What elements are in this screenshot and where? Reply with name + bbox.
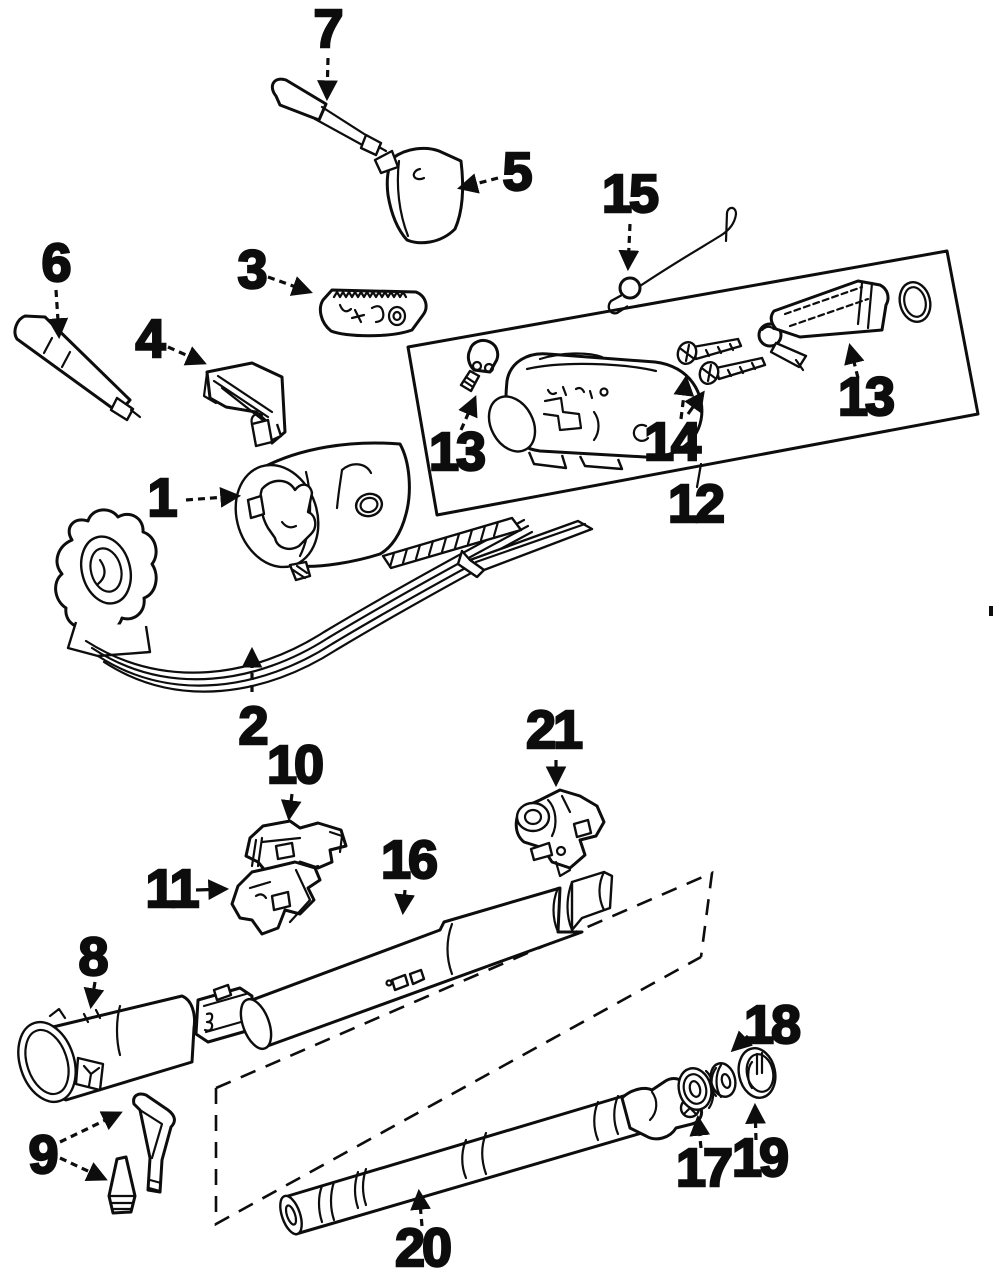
- callout-20: [395, 1192, 450, 1278]
- callout-13-right: [838, 346, 894, 427]
- part-3-retainer-plate: [320, 290, 426, 336]
- callout-8: [78, 927, 107, 1006]
- callout-15: [602, 164, 658, 268]
- part-label-12: 12: [667, 474, 723, 534]
- part-label-11: 11: [145, 859, 197, 919]
- part-label-7: 7: [313, 0, 341, 59]
- callout-12: [668, 464, 723, 534]
- callout-13-left: [429, 398, 485, 482]
- part-label-21: 21: [525, 700, 581, 760]
- callout-10: [267, 735, 322, 818]
- part-label-6: 6: [41, 233, 69, 293]
- callout-9: [28, 1113, 120, 1185]
- part-7-signal-lever: [272, 79, 386, 155]
- part-label-1: 1: [147, 468, 175, 528]
- part-6-tilt-lever: [15, 316, 140, 420]
- callout-19: [732, 1106, 788, 1188]
- part-label-10: 10: [266, 735, 322, 795]
- part-20-lower-shaft: [276, 1079, 702, 1237]
- part-label-2: 2: [238, 696, 266, 756]
- callout-7: [313, 0, 341, 98]
- part-label-20: 20: [394, 1218, 450, 1278]
- part-label-19: 19: [731, 1128, 787, 1188]
- part-label-17: 17: [675, 1138, 731, 1198]
- callout-18: [733, 995, 800, 1055]
- part-label-13: 13: [428, 422, 484, 482]
- part-11-bracket: [232, 862, 320, 934]
- part-13-bolt: [461, 340, 498, 391]
- part-label-18: 18: [743, 995, 799, 1055]
- part-4-bracket: [204, 363, 285, 443]
- part-13-lock-cylinder: [771, 279, 934, 337]
- callout-3: [237, 240, 310, 300]
- part-label-5: 5: [502, 142, 530, 202]
- part-5-cover-plate: [375, 148, 463, 242]
- part-label-16: 16: [380, 830, 436, 890]
- part-21-bracket: [516, 790, 604, 876]
- part-8-jacket-tube: [9, 996, 195, 1109]
- callout-11: [145, 859, 226, 919]
- part-label-4: 4: [135, 309, 163, 369]
- callout-16: [381, 830, 437, 912]
- callout-1: [147, 468, 238, 528]
- part-label-3: 3: [237, 240, 265, 300]
- speck-mark: [989, 606, 993, 616]
- part-1-housing-cylinder: [223, 414, 409, 580]
- callout-4: [135, 309, 204, 369]
- callout-5: [460, 142, 531, 202]
- part-label-14: 14: [643, 412, 699, 472]
- part-label-8: 8: [78, 927, 106, 987]
- part-label-13: 13: [837, 367, 893, 427]
- callout-17: [676, 1118, 731, 1198]
- part-label-9: 9: [28, 1125, 56, 1185]
- part-label-15: 15: [601, 164, 657, 224]
- callout-21: [526, 700, 582, 784]
